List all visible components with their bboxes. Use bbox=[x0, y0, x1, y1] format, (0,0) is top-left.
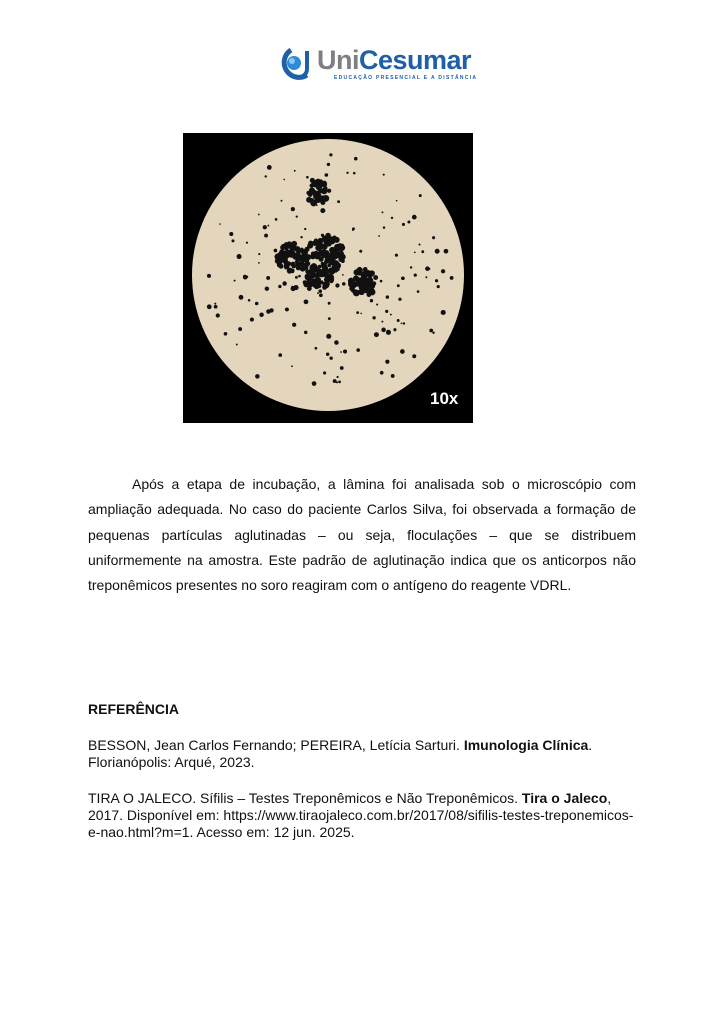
particle bbox=[278, 353, 282, 357]
particle bbox=[265, 175, 267, 177]
particle bbox=[304, 331, 307, 334]
particle bbox=[291, 207, 295, 211]
particle bbox=[369, 289, 375, 295]
particle bbox=[400, 349, 405, 354]
particle bbox=[234, 280, 236, 282]
particle bbox=[258, 253, 260, 255]
particle bbox=[292, 323, 296, 327]
particle bbox=[290, 262, 295, 267]
particle bbox=[325, 276, 330, 281]
particle bbox=[342, 274, 344, 276]
particle bbox=[353, 275, 359, 281]
particle bbox=[343, 350, 347, 354]
particle bbox=[341, 255, 346, 260]
particle bbox=[321, 181, 327, 187]
particle bbox=[290, 269, 294, 273]
particle bbox=[414, 273, 417, 276]
particle bbox=[332, 236, 336, 240]
particle bbox=[214, 305, 218, 309]
particle bbox=[391, 374, 395, 378]
particle bbox=[432, 331, 434, 333]
particle bbox=[250, 318, 254, 322]
reference-item: TIRA O JALECO. Sífilis – Testes Treponêmicos e Não Treponêmicos. Tira o Jaleco, 2017. Disponível em: https://www.tiraojaleco.com.br/2017/08/sifilis-testes-treponemicos-e-nao.html?m=1. Acesso em: 12 jun. 2025. bbox=[88, 790, 634, 840]
particle bbox=[207, 274, 211, 278]
particle bbox=[352, 227, 355, 230]
particle bbox=[296, 265, 301, 270]
particle bbox=[267, 225, 269, 227]
particle bbox=[318, 289, 322, 293]
particle bbox=[248, 299, 251, 302]
body-paragraph: Após a etapa de incubação, a lâmina foi analisada sob o microscópio com ampliação adequada. No caso do paciente Carlos Silva, foi observada a formação de pequenas partículas aglutinadas – ou seja, floculações – que se distribuem uniformemente na amostra. Este padrão de aglutinação indica que os anticorpos não treponêmicos presentes no soro reagiram com o antígeno do reagente VDRL. bbox=[88, 476, 636, 594]
particle bbox=[336, 342, 339, 345]
particle bbox=[360, 313, 362, 315]
logo-wordmark: UniCesumar bbox=[317, 45, 472, 75]
particle bbox=[325, 173, 329, 177]
particle bbox=[239, 295, 244, 300]
particle bbox=[316, 268, 323, 275]
particle bbox=[359, 250, 362, 253]
particle bbox=[329, 275, 334, 280]
particle bbox=[410, 266, 412, 268]
particle bbox=[370, 299, 373, 302]
particle bbox=[373, 275, 378, 280]
particle bbox=[294, 170, 296, 172]
particle bbox=[243, 275, 247, 279]
logo-tagline: EDUCAÇÃO PRESENCIAL E A DISTÂNCIA bbox=[334, 75, 478, 81]
particle bbox=[306, 191, 310, 195]
particle bbox=[295, 276, 298, 279]
particle bbox=[425, 276, 427, 278]
particle bbox=[335, 254, 339, 258]
particle bbox=[266, 309, 271, 314]
particle bbox=[356, 348, 360, 352]
particle bbox=[322, 244, 328, 250]
particle bbox=[317, 187, 321, 191]
particle bbox=[284, 265, 288, 269]
particle bbox=[231, 239, 234, 242]
particle bbox=[207, 304, 212, 309]
particle bbox=[291, 365, 293, 367]
particle bbox=[288, 251, 294, 257]
logo-mark-icon bbox=[277, 47, 315, 81]
particle bbox=[380, 280, 383, 283]
particle bbox=[265, 287, 269, 291]
particle bbox=[381, 328, 386, 333]
magnification-label: 10x bbox=[430, 389, 459, 408]
particle bbox=[331, 260, 337, 266]
particle bbox=[441, 310, 446, 315]
particle bbox=[267, 165, 272, 170]
particle bbox=[385, 310, 388, 313]
particle bbox=[367, 277, 373, 283]
particle bbox=[328, 317, 331, 320]
particle bbox=[274, 253, 281, 260]
particle bbox=[285, 307, 289, 311]
particle bbox=[326, 334, 331, 339]
particle bbox=[369, 270, 375, 276]
particle bbox=[321, 262, 327, 268]
particle bbox=[327, 163, 330, 166]
particle bbox=[391, 217, 393, 219]
particle bbox=[386, 330, 391, 335]
particle bbox=[312, 381, 317, 386]
particle bbox=[407, 220, 410, 223]
particle bbox=[342, 282, 346, 286]
particle bbox=[337, 376, 339, 378]
particle bbox=[340, 366, 344, 370]
particle bbox=[397, 284, 400, 287]
particle bbox=[378, 235, 380, 237]
particle bbox=[319, 293, 323, 297]
particle bbox=[266, 276, 270, 280]
particle bbox=[305, 254, 311, 260]
microscope-image bbox=[183, 133, 473, 423]
particle bbox=[403, 322, 405, 324]
particle bbox=[325, 238, 329, 242]
particle bbox=[304, 299, 309, 304]
particle bbox=[229, 232, 233, 236]
particle bbox=[398, 298, 401, 301]
particle bbox=[224, 332, 228, 336]
particle bbox=[322, 254, 326, 258]
particle bbox=[323, 371, 326, 374]
particle bbox=[274, 249, 278, 253]
particle bbox=[356, 311, 359, 314]
particle bbox=[303, 250, 308, 255]
particle bbox=[414, 252, 416, 254]
particle bbox=[428, 268, 430, 270]
particle bbox=[340, 351, 342, 353]
particle bbox=[255, 302, 259, 306]
particle bbox=[311, 251, 315, 255]
particle bbox=[328, 260, 332, 264]
particle bbox=[310, 272, 315, 277]
particle bbox=[329, 153, 332, 156]
particle bbox=[283, 258, 287, 262]
particle bbox=[286, 261, 291, 266]
particle bbox=[306, 176, 309, 179]
particle bbox=[435, 279, 438, 282]
particle bbox=[246, 242, 248, 244]
particle bbox=[372, 316, 375, 319]
particle bbox=[385, 360, 389, 364]
particle bbox=[444, 249, 449, 254]
particle bbox=[441, 269, 445, 273]
particle bbox=[277, 262, 283, 268]
particle bbox=[283, 179, 285, 181]
particle bbox=[361, 274, 368, 281]
particle bbox=[278, 285, 281, 288]
particle bbox=[294, 246, 300, 252]
particle bbox=[259, 313, 263, 317]
particle bbox=[281, 200, 283, 202]
particle bbox=[330, 251, 335, 256]
reference-item: BESSON, Jean Carlos Fernando; PEREIRA, Letícia Sarturi. Imunologia Clínica. Florianópolis: Arqué, 2023. bbox=[88, 737, 593, 770]
particle bbox=[349, 283, 356, 290]
particle bbox=[282, 281, 286, 285]
particle bbox=[305, 261, 310, 266]
particle bbox=[390, 314, 392, 316]
particle bbox=[325, 282, 330, 287]
particle bbox=[328, 302, 331, 305]
particle bbox=[395, 254, 398, 257]
particle bbox=[310, 184, 314, 188]
particle bbox=[421, 250, 424, 253]
particle bbox=[401, 276, 405, 280]
particle bbox=[338, 381, 341, 384]
particle bbox=[264, 234, 268, 238]
particle bbox=[376, 303, 378, 305]
particle bbox=[450, 276, 454, 280]
particle bbox=[303, 280, 307, 284]
particle bbox=[317, 194, 321, 198]
particle bbox=[382, 211, 384, 213]
particle bbox=[258, 262, 260, 264]
particle bbox=[346, 172, 348, 174]
particle bbox=[335, 283, 339, 287]
particle bbox=[236, 344, 238, 346]
particle bbox=[386, 295, 389, 298]
particle bbox=[402, 223, 405, 226]
particle bbox=[359, 284, 365, 290]
particle bbox=[313, 180, 317, 184]
particle bbox=[315, 347, 318, 350]
particle bbox=[216, 313, 220, 317]
references-heading: REFERÊNCIA bbox=[88, 701, 180, 717]
particle bbox=[432, 236, 435, 239]
particle bbox=[280, 245, 286, 251]
unicesumar-logo bbox=[277, 45, 478, 83]
particle bbox=[412, 215, 417, 220]
particle bbox=[333, 379, 337, 383]
particle bbox=[313, 191, 317, 195]
particle bbox=[263, 225, 267, 229]
particle bbox=[296, 215, 298, 217]
particle bbox=[329, 356, 332, 359]
particle bbox=[337, 200, 340, 203]
particle bbox=[419, 194, 422, 197]
particle bbox=[312, 240, 318, 246]
particle bbox=[374, 332, 379, 337]
particle bbox=[298, 275, 301, 278]
particle bbox=[275, 218, 278, 221]
particle bbox=[397, 319, 400, 322]
particle bbox=[396, 200, 398, 202]
particle bbox=[304, 228, 306, 230]
particle bbox=[323, 195, 330, 202]
particle bbox=[295, 252, 301, 258]
particle bbox=[237, 254, 242, 259]
particle bbox=[357, 267, 362, 272]
particle bbox=[258, 214, 260, 216]
particle bbox=[435, 249, 440, 254]
particle bbox=[353, 172, 356, 175]
particle bbox=[255, 374, 260, 379]
particle bbox=[393, 328, 396, 331]
particle bbox=[326, 353, 329, 356]
particle bbox=[383, 174, 385, 176]
particle bbox=[316, 253, 321, 258]
particle bbox=[333, 268, 338, 273]
particle bbox=[219, 223, 221, 225]
particle bbox=[306, 197, 312, 203]
particle bbox=[429, 329, 433, 333]
particle bbox=[294, 285, 299, 290]
particle bbox=[417, 290, 420, 293]
particle bbox=[418, 243, 420, 245]
particle bbox=[412, 354, 416, 358]
particle bbox=[401, 322, 403, 324]
particle bbox=[329, 268, 333, 272]
particle bbox=[311, 263, 317, 269]
particle bbox=[383, 226, 385, 228]
particle bbox=[314, 284, 319, 289]
particle bbox=[381, 321, 383, 323]
particle bbox=[300, 236, 302, 238]
particle bbox=[352, 289, 357, 294]
particle bbox=[337, 245, 344, 252]
particle bbox=[214, 303, 216, 305]
particle bbox=[238, 327, 242, 331]
particle bbox=[437, 285, 440, 288]
particle bbox=[306, 279, 311, 284]
particle bbox=[327, 189, 331, 193]
particle bbox=[354, 157, 358, 161]
particle bbox=[317, 292, 319, 294]
particle bbox=[380, 371, 384, 375]
particle bbox=[320, 208, 325, 213]
